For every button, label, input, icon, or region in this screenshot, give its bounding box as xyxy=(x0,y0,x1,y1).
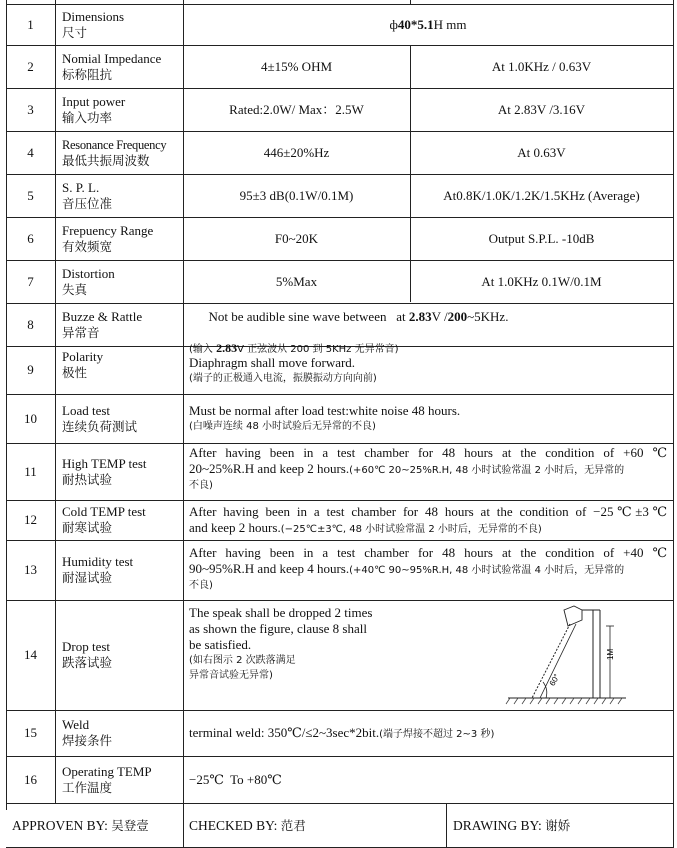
checked-by xyxy=(189,803,446,848)
item-label xyxy=(62,131,183,174)
requirement-text: After having been in a test chamber for 48 hours at the condition of +60 ℃ xyxy=(189,445,667,460)
requirement xyxy=(189,303,667,355)
col-divider-num xyxy=(55,0,56,803)
drawing-by xyxy=(453,803,673,848)
test-condition: At 0.63V xyxy=(517,144,566,160)
item-label xyxy=(62,174,183,217)
row-number: 4 xyxy=(27,144,34,160)
row-number: 14 xyxy=(24,647,37,662)
requirement xyxy=(189,445,667,500)
requirement-text: Diaphragm shall move forward. xyxy=(189,354,356,370)
dimension-number: 40*5.1 xyxy=(397,16,434,32)
item-label-en: Polarity xyxy=(62,349,104,364)
checked-name: 范君 xyxy=(280,817,306,833)
note-part: (输入 xyxy=(189,343,217,355)
requirement xyxy=(189,710,667,756)
requirement-text-line2 xyxy=(189,461,667,478)
item-label xyxy=(62,88,183,131)
requirement xyxy=(189,500,667,540)
item-label-cn: 失真 xyxy=(62,281,88,297)
requirement xyxy=(189,605,489,705)
item-label-en: Humidity test xyxy=(62,554,134,569)
requirement-text: Must be normal after load test:white noise 48 hours. xyxy=(189,403,461,418)
item-label-cn: 跌落试验 xyxy=(62,655,113,670)
item-label-en: Frepuency Range xyxy=(62,222,154,238)
item-label xyxy=(62,710,183,756)
item-label-en: Resonance Frequency xyxy=(62,137,167,152)
test-condition: Output S.P.L. -10dB xyxy=(488,230,595,246)
item-label-cn: 有效频宽 xyxy=(62,238,113,254)
item-label-en: High TEMP test xyxy=(62,455,147,471)
item-label-cn: 标称阻抗 xyxy=(62,66,113,82)
item-label-en: Operating TEMP xyxy=(62,763,152,779)
requirement-text: −25℃ To +80℃ xyxy=(189,771,282,787)
item-label-cn: 音压位准 xyxy=(62,195,113,211)
item-label xyxy=(62,349,183,393)
item-label-en: Nomial Impedance xyxy=(62,50,162,66)
test-condition: At 2.83V /3.16V xyxy=(497,101,586,117)
voltage-value: 2.83 xyxy=(408,308,432,324)
requirement xyxy=(189,394,667,443)
item-label-cn: 焊接条件 xyxy=(62,733,113,748)
spec-value: F0~20K xyxy=(274,230,319,246)
requirement-text: terminal weld: 350℃/≤2~3sec*2bit. xyxy=(189,724,380,740)
approved-name: 吴登壹 xyxy=(111,817,149,833)
item-label-cn: 输入功率 xyxy=(62,109,113,125)
item-label-cn: 耐热试验 xyxy=(62,471,113,487)
approved-label: APPROVEN BY: xyxy=(12,817,108,833)
item-label-cn: 极性 xyxy=(62,365,88,380)
item-label-en: Drop test xyxy=(62,639,111,654)
item-label-en: Distortion xyxy=(62,265,115,281)
row-number: 13 xyxy=(24,562,37,577)
item-label-en: Input power xyxy=(62,93,126,109)
row-number: 7 xyxy=(27,273,34,289)
frequency-value: 200 xyxy=(447,308,468,324)
item-label xyxy=(62,756,183,803)
row-number: 12 xyxy=(24,512,37,527)
requirement-note: (+60℃ 20~25%R.H, 48 小时试验常温 2 小时后，无异常的 xyxy=(349,465,625,476)
row-number: 2 xyxy=(27,58,34,74)
approved-by xyxy=(12,803,183,848)
item-label xyxy=(62,394,183,443)
item-label xyxy=(62,260,183,303)
item-label-cn: 尺寸 xyxy=(62,24,88,40)
item-label-cn: 最低共振周波数 xyxy=(62,152,150,168)
spec-value: Rated:2.0W/ Max：2.5W xyxy=(229,101,364,117)
requirement-text-line3: be satisfied. xyxy=(189,637,252,652)
requirement-text-part: and keep 2 hours. xyxy=(189,519,281,535)
requirement-note-line3: 不良) xyxy=(189,580,213,591)
spec-value: 4±15% OHM xyxy=(260,58,333,74)
requirement-note: (如右图示 2 次跌落满足 xyxy=(189,655,296,666)
item-label xyxy=(62,500,183,540)
requirement-text-line2: as shown the figure, clause 8 shall xyxy=(189,621,367,636)
drawing-name: 谢娇 xyxy=(545,817,571,833)
requirement-note: (端子的正极通入电流，振膜振动方向向前) xyxy=(189,372,377,384)
table-border-right xyxy=(673,0,674,848)
requirement-note: (−25℃±3℃, 48 小时试验常温 2 小时后，无异常的不良) xyxy=(280,523,542,535)
dimension-unit: H mm xyxy=(433,16,467,32)
requirement xyxy=(189,343,667,394)
row-number: 6 xyxy=(27,230,34,246)
requirement-note: (+40℃ 90~95%R.H, 48 小时试验常温 4 小时后，无异常的 xyxy=(349,565,625,576)
item-label xyxy=(62,4,183,45)
spec-value: 95±3 dB(0.1W/0.1M) xyxy=(239,187,354,203)
item-label xyxy=(62,600,183,710)
test-condition: At 1.0KHz 0.1W/0.1M xyxy=(481,273,602,289)
dimension-value xyxy=(183,4,673,45)
spec-value: 5%Max xyxy=(275,273,318,289)
requirement-text: The speak shall be dropped 2 times xyxy=(189,605,373,620)
requirement-text-part: 20~25%R.H and keep 2 hours. xyxy=(189,461,350,476)
requirement-text-line xyxy=(189,725,667,742)
requirement-note: (白噪声连续 48 小时试验后无异常的不良) xyxy=(189,421,376,432)
row-number: 10 xyxy=(24,410,37,426)
item-label-en: S. P. L. xyxy=(62,179,100,195)
item-label-cn: 异常音 xyxy=(62,324,100,340)
note-part: V 正弦波从 200 到 5KHz 无异常音) xyxy=(237,343,399,355)
item-label-en: Cold TEMP test xyxy=(62,504,146,519)
checked-label: CHECKED BY: xyxy=(189,817,278,833)
row-number: 11 xyxy=(24,463,37,479)
row-number: 16 xyxy=(24,771,37,787)
requirement-text-line2 xyxy=(189,561,667,578)
row-number: 8 xyxy=(27,316,34,332)
item-label xyxy=(62,540,183,600)
drop-test-figure xyxy=(500,604,634,708)
item-label xyxy=(62,217,183,260)
requirement xyxy=(189,545,667,600)
requirement-text xyxy=(189,293,667,341)
requirement-note-line3: 不良) xyxy=(189,480,213,491)
height-label: 1M xyxy=(606,648,615,660)
row-number: 1 xyxy=(27,16,34,32)
row-number: 15 xyxy=(24,725,37,740)
angle-label: 60° xyxy=(547,672,562,688)
requirement-text-part: 90~95%R.H and keep 4 hours. xyxy=(189,561,350,576)
item-label-cn: 连续负荷测试 xyxy=(62,418,138,434)
requirement-note: (端子焊接不超过 2~3 秒) xyxy=(379,728,495,740)
item-label xyxy=(62,45,183,88)
item-label-en: Buzze & Rattle xyxy=(62,308,143,324)
note-voltage: 2.83 xyxy=(216,340,238,355)
item-label-en: Weld xyxy=(62,717,90,732)
row-number: 9 xyxy=(27,362,34,377)
item-label-en: Dimensions xyxy=(62,8,125,24)
test-condition: At 1.0KHz / 0.63V xyxy=(491,58,592,74)
item-label-cn: 工作温度 xyxy=(62,779,113,795)
requirement-text-part: V / xyxy=(431,308,448,324)
spec-value: 446±20%Hz xyxy=(263,144,330,160)
item-label xyxy=(62,303,183,346)
requirement-text-part: ~5KHz. xyxy=(467,308,509,324)
test-condition: At0.8K/1.0K/1.2K/1.5KHz (Average) xyxy=(443,187,640,203)
drawing-label: DRAWING BY: xyxy=(453,817,542,833)
requirement xyxy=(189,756,667,803)
item-label-cn: 耐湿试验 xyxy=(62,570,113,585)
requirement-text: After having been in a test chamber for 48 hours at the condition of +40 ℃ xyxy=(189,545,667,560)
requirement-note-line2: 异常音试验无异常) xyxy=(189,670,273,681)
item-label-en: Load test xyxy=(62,402,111,418)
requirement-text: After having been in a test chamber for 48 hours at the condition of −25℃±3℃ xyxy=(189,503,667,519)
item-label-cn: 耐寒试验 xyxy=(62,520,113,535)
col-divider-footer xyxy=(446,803,447,848)
requirement-text-line2 xyxy=(189,520,667,537)
row-number: 3 xyxy=(27,101,34,117)
requirement-text-part: Not be audible sine wave between at xyxy=(208,308,409,324)
diameter-symbol: ф xyxy=(389,16,398,32)
row-number: 5 xyxy=(27,187,34,203)
item-label xyxy=(62,443,183,500)
